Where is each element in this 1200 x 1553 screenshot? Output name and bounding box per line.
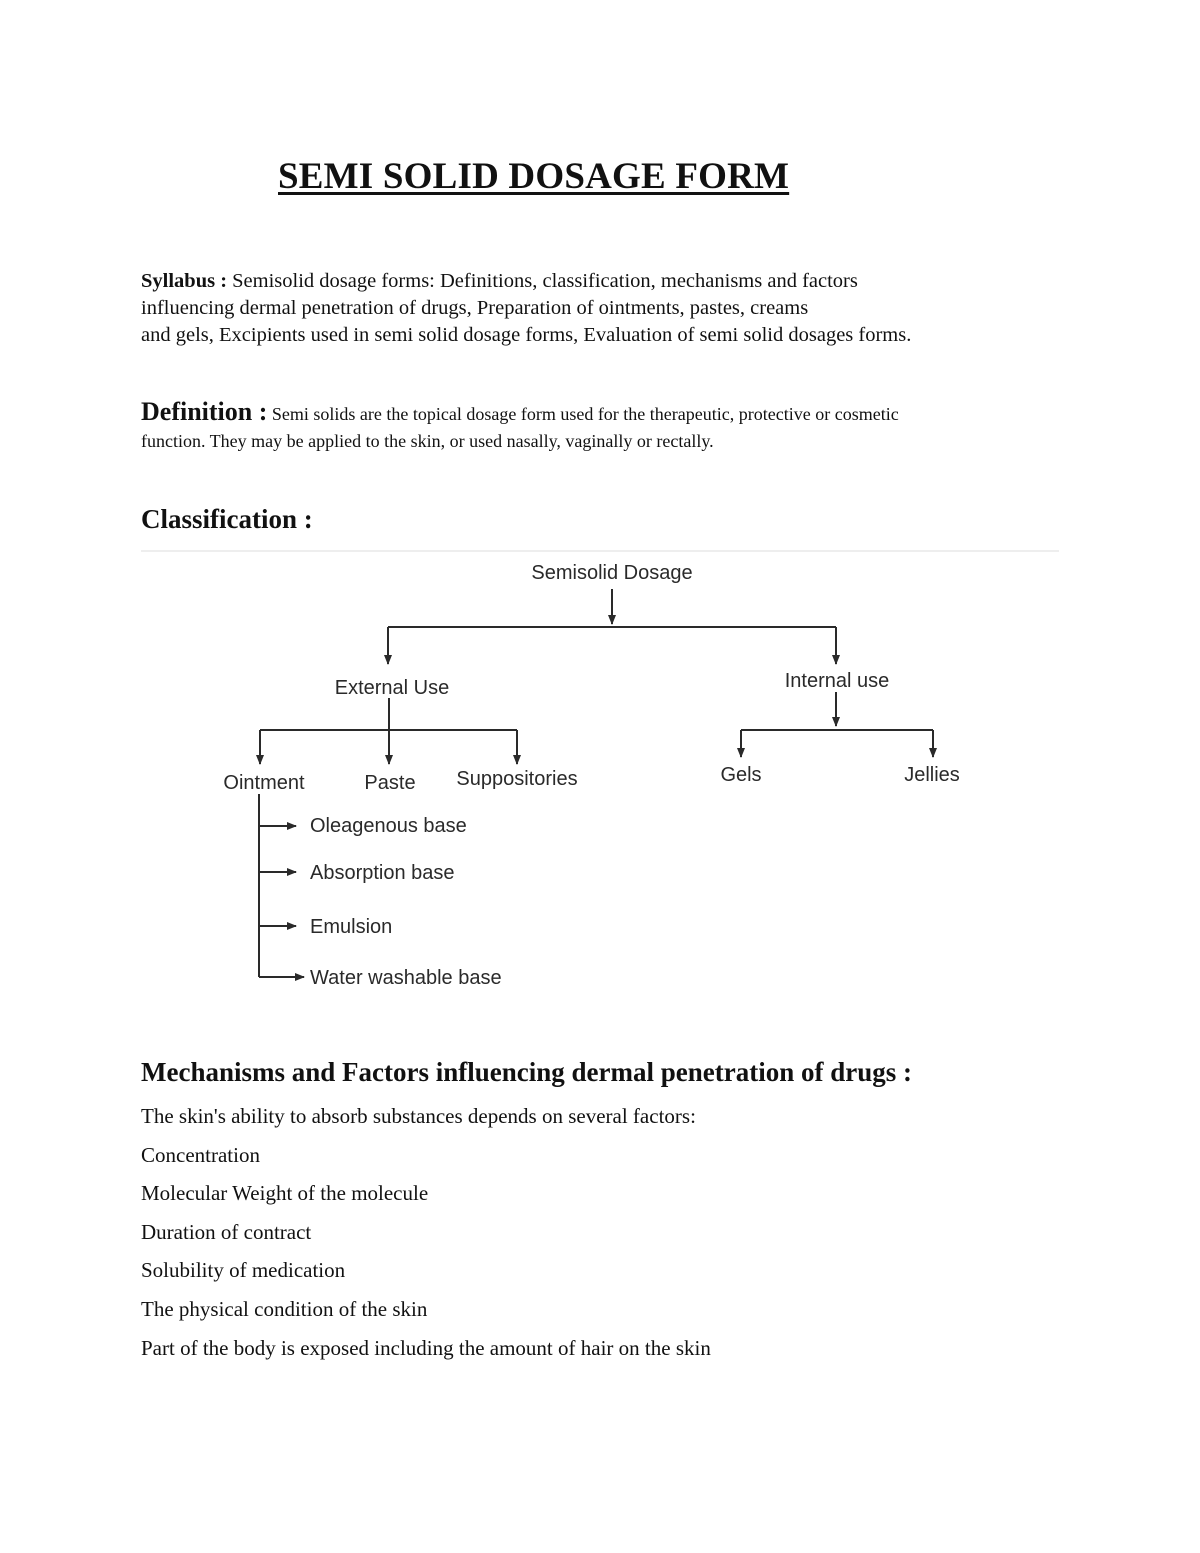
syllabus-text-line: influencing dermal penetration of drugs, Preparation of ointments, pastes, creams (141, 297, 809, 319)
diagram-node-internal-use: Internal use (784, 670, 890, 692)
definition-text-line: function. They may be applied to the skin, or used nasally, vaginally or rectally. (141, 431, 714, 451)
diagram-node-emulsion: Emulsion (310, 916, 393, 938)
list-item: Duration of contract (141, 1219, 312, 1244)
classification-heading: Classification : (141, 504, 313, 534)
diagram-node-paste: Paste (364, 772, 416, 794)
syllabus-text-line: and gels, Excipients used in semi solid dosage forms, Evaluation of semi solid dosages forms. (141, 324, 912, 346)
diagram-node-water-washable-base: Water washable base (310, 967, 502, 989)
diagram-node-suppositories: Suppositories (456, 768, 578, 790)
factors-list (141, 1102, 711, 1372)
syllabus-paragraph (141, 268, 1101, 349)
diagram-node-root: Semisolid Dosage (531, 562, 693, 584)
list-item: Part of the body is exposed including the amount of hair on the skin (141, 1335, 711, 1360)
list-item: Molecular Weight of the molecule (141, 1181, 429, 1206)
definition-label: Definition : (141, 397, 268, 426)
definition-text-line: Semi solids are the topical dosage form used for the therapeutic, protective or cosmetic (271, 404, 899, 424)
classification-diagram (141, 548, 1059, 998)
mechanisms-heading: Mechanisms and Factors influencing dermal penetration of drugs : (141, 1057, 912, 1087)
list-item: Concentration (141, 1142, 260, 1167)
syllabus-text-line: Semisolid dosage forms: Definitions, classification, mechanisms and factors (232, 270, 858, 292)
syllabus-label: Syllabus : (141, 270, 228, 292)
list-item: Solubility of medication (141, 1258, 346, 1283)
diagram-node-oleagenous-base: Oleagenous base (310, 815, 467, 837)
diagram-node-ointment: Ointment (223, 772, 305, 794)
factors-intro: The skin's ability to absorb substances depends on several factors: (141, 1104, 696, 1128)
page-title: SEMI SOLID DOSAGE FORM (278, 156, 790, 197)
list-item: The physical condition of the skin (141, 1296, 428, 1321)
definition-paragraph (141, 398, 1101, 455)
classification-tree-svg (141, 548, 1059, 998)
diagram-node-gels: Gels (720, 764, 762, 786)
diagram-node-jellies: Jellies (904, 764, 960, 786)
diagram-node-absorption-base: Absorption base (310, 862, 455, 884)
diagram-node-external-use: External Use (334, 677, 450, 699)
